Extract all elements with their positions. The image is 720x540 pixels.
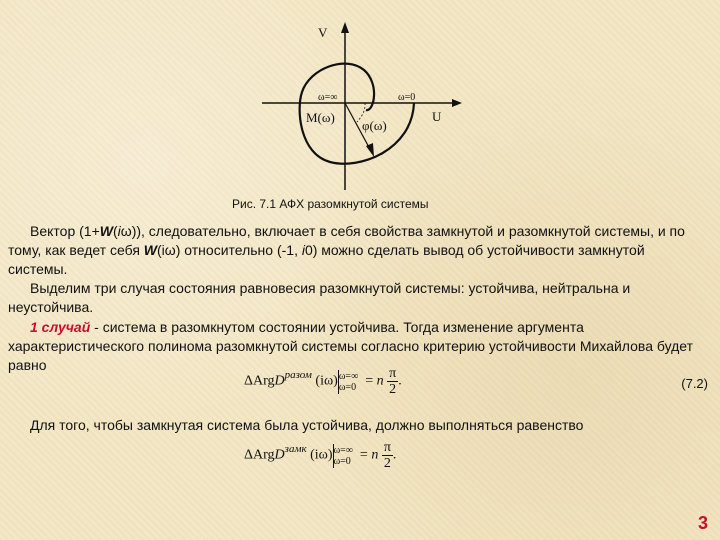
v-axis-arrow	[341, 22, 349, 33]
m-omega-label: M(ω)	[306, 110, 335, 125]
formula-open-loop: ΔArgD$^{разом}$ (iω) ω=∞ ω=0 = n $\frac{\pi}{2}$ .	[244, 366, 402, 397]
paragraph-closed-loop: Для того, чтобы замкнутая система была устойчива, должно выполняться равенство	[30, 417, 584, 433]
u-label: U	[432, 109, 442, 124]
omega-zero-label: ω=0	[398, 92, 416, 103]
page-number: 3	[697, 513, 708, 533]
figure-caption: Рис. 7.1 АФХ разомкнутой системы	[232, 197, 429, 211]
paragraph-three-cases: Выделим три случая состояния равновесия разомкнутой системы: устойчива, нейтральна и неустойчива.	[8, 280, 631, 315]
formula-closed-loop: ΔArgD$^{замк}$ (iω) ω=∞ ω=0 = n $\frac{\pi}{2}$ .	[244, 440, 397, 471]
v-label: V	[318, 25, 328, 40]
paragraph-vector: Вектор (1+W(iω)), следовательно, включает в себя свойства замкнутой и разомкнутой системы, и по тому, как ведет себя W(iω) относительно (-1, i0) можно сделать вывод об устойчивости замкнутой системы.	[8, 223, 685, 277]
phi-omega-label: φ(ω)	[362, 118, 387, 133]
u-axis-arrow	[452, 99, 462, 107]
case-1-label: 1 случай	[30, 319, 91, 335]
equation-number: (7.2)	[681, 376, 708, 391]
paragraph-case-1: 1 случай - система в разомкнутом состоянии устойчива. Тогда изменение аргумента характеристического полинома разомкнутой системы согласно критерию устойчивости Михайлова будет равно	[8, 319, 694, 373]
omega-inf-label: ω=∞	[318, 92, 338, 103]
afc-diagram	[0, 0, 720, 200]
